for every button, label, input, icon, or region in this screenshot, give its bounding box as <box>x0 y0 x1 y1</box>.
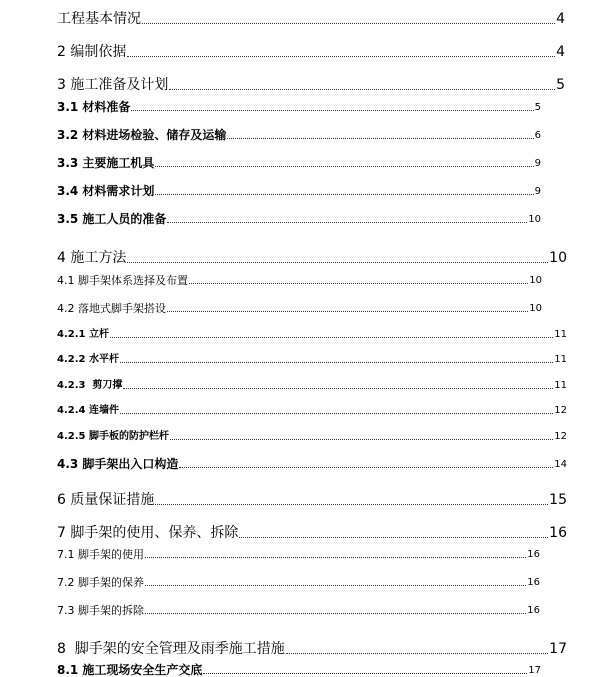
toc-leader <box>167 310 528 312</box>
toc-line <box>57 303 542 314</box>
toc-title: 4.2.2 水平杆 <box>57 354 119 365</box>
toc-title: 6 质量保证措施 <box>57 492 155 508</box>
toc-line <box>57 355 567 365</box>
toc-page-number: 11 <box>554 354 567 365</box>
toc-title: 4.2.4 连墙件 <box>57 405 119 416</box>
toc-line <box>57 129 541 141</box>
toc-leader <box>189 282 528 284</box>
toc-line <box>57 432 567 442</box>
toc-title: 7.1 脚手架的使用 <box>57 548 144 561</box>
toc-title: 4.2.5 脚手板的防护栏杆 <box>57 431 169 442</box>
toc-line <box>57 549 540 560</box>
toc-leader <box>286 652 548 654</box>
toc-page-number: 4 <box>556 11 565 27</box>
toc-line <box>57 12 565 26</box>
toc-line <box>57 157 541 169</box>
toc-page-number: 15 <box>549 492 567 508</box>
toc-title: 工程基本情况 <box>57 11 141 27</box>
toc-line <box>57 664 541 676</box>
toc-title: 3.3 主要施工机具 <box>57 156 155 170</box>
toc-page-number: 4 <box>556 44 565 60</box>
toc-title: 4 施工方法 <box>57 250 127 266</box>
toc-leader <box>239 536 548 538</box>
toc-page-number: 10 <box>549 250 567 266</box>
toc-title: 2 编制依据 <box>57 44 127 60</box>
toc-leader <box>227 137 533 139</box>
toc-page-number: 12 <box>554 405 567 416</box>
toc-page-number: 14 <box>554 459 567 470</box>
toc-leader <box>167 221 527 223</box>
toc-page-number: 11 <box>554 380 567 391</box>
toc-leader <box>110 336 553 338</box>
toc-page-number: 5 <box>556 77 565 93</box>
toc-page-number: 9 <box>534 186 541 197</box>
toc-page-number: 16 <box>527 605 540 616</box>
toc-page-number: 16 <box>527 577 540 588</box>
toc-title: 4.3 脚手架出入口构造 <box>57 457 179 471</box>
toc-title: 7 脚手架的使用、保养、拆除 <box>57 525 239 541</box>
toc-line <box>57 642 567 656</box>
toc-title: 8.1 施工现场安全生产交底 <box>57 663 203 677</box>
toc-line <box>57 275 542 286</box>
toc-title: 4.1 脚手架体系选择及布置 <box>57 274 188 287</box>
toc-leader <box>155 165 533 167</box>
toc-page-number: 9 <box>534 158 541 169</box>
toc-leader <box>120 412 553 414</box>
toc-line <box>57 406 567 416</box>
toc-line <box>57 381 567 391</box>
toc-line <box>57 45 565 59</box>
toc-leader <box>127 55 555 57</box>
toc-line <box>57 101 541 113</box>
toc-page-number: 16 <box>527 549 540 560</box>
toc-leader <box>169 88 555 90</box>
toc-line <box>57 526 567 540</box>
toc-leader <box>145 556 526 558</box>
toc-page-number: 16 <box>549 525 567 541</box>
toc-page-number: 10 <box>529 303 542 314</box>
toc-leader <box>120 361 553 363</box>
toc-line <box>57 251 567 265</box>
toc-leader <box>155 193 533 195</box>
toc-page-number: 17 <box>549 641 567 657</box>
toc-line <box>57 78 565 92</box>
toc-line <box>57 577 540 588</box>
toc-title: 3.2 材料进场检验、储存及运输 <box>57 128 227 142</box>
toc-page-number: 12 <box>554 431 567 442</box>
toc-leader <box>145 612 526 614</box>
toc-leader <box>127 261 548 263</box>
toc-leader <box>179 466 553 468</box>
toc-title: 4.2.1 立杆 <box>57 329 109 340</box>
toc-page-number: 6 <box>534 130 541 141</box>
toc-title: 4.2 落地式脚手架搭设 <box>57 302 166 315</box>
toc-leader <box>155 503 548 505</box>
toc-leader <box>123 387 553 389</box>
toc-leader <box>142 22 555 24</box>
toc-title: 7.2 脚手架的保养 <box>57 576 144 589</box>
toc-title: 3 施工准备及计划 <box>57 77 169 93</box>
toc-leader <box>170 438 553 440</box>
toc-title: 3.1 材料准备 <box>57 100 131 114</box>
toc-line <box>57 330 567 340</box>
toc-title: 4.2.3 剪刀撑 <box>57 380 123 391</box>
toc-line <box>57 458 567 470</box>
toc-title: 8 脚手架的安全管理及雨季施工措施 <box>57 641 285 657</box>
toc-page-number: 10 <box>529 275 542 286</box>
toc-line <box>57 605 540 616</box>
toc-leader <box>203 672 527 674</box>
toc-page-number: 11 <box>554 329 567 340</box>
toc-line <box>57 493 567 507</box>
toc-page-number: 10 <box>528 214 541 225</box>
toc-leader <box>131 109 533 111</box>
toc-title: 3.5 施工人员的准备 <box>57 212 167 226</box>
toc-title: 3.4 材料需求计划 <box>57 184 155 198</box>
toc-line <box>57 185 541 197</box>
toc-line <box>57 213 541 225</box>
toc-leader <box>145 584 526 586</box>
toc-page-number: 17 <box>528 665 541 676</box>
toc-title: 7.3 脚手架的拆除 <box>57 604 144 617</box>
toc-page-number: 5 <box>534 102 541 113</box>
